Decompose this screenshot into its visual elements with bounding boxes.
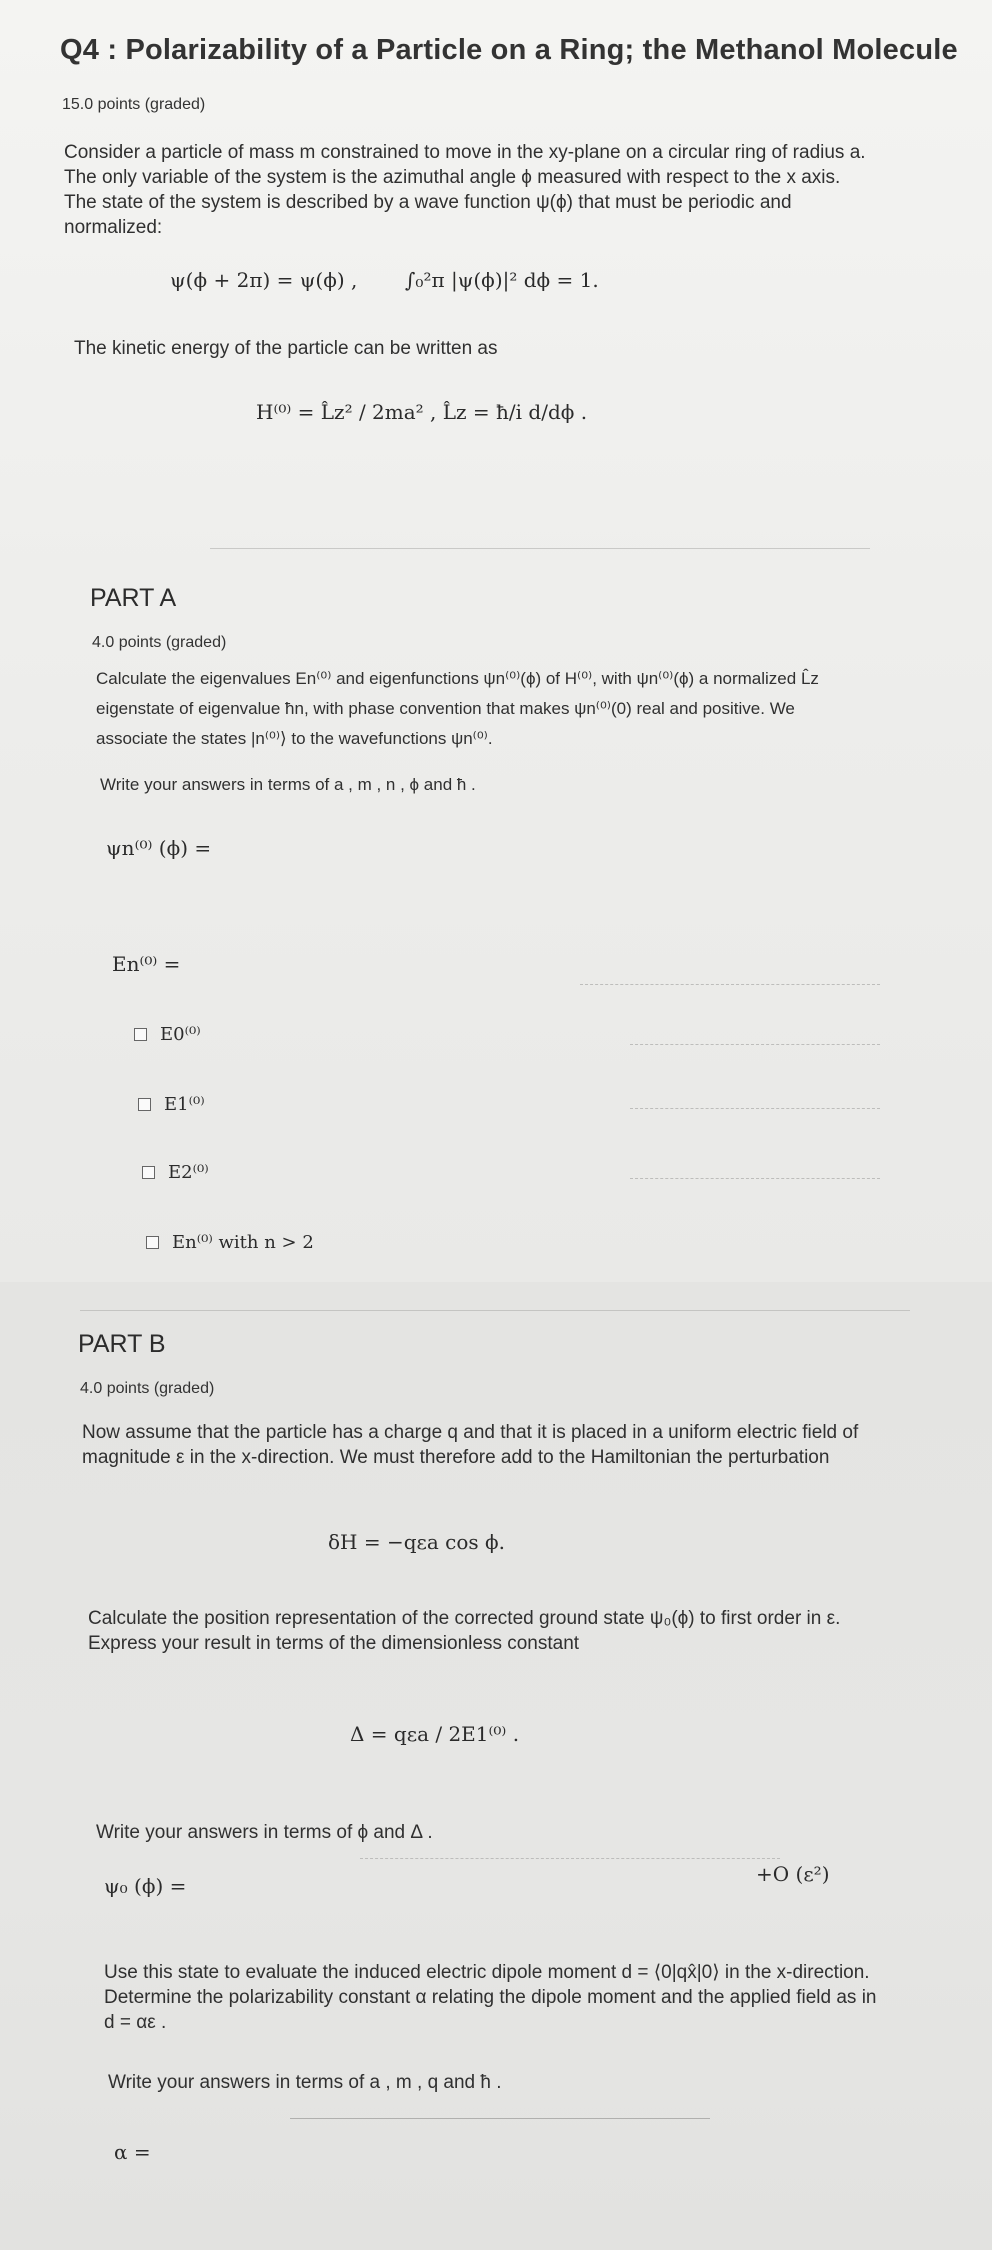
option-checkbox-e1[interactable] <box>138 1098 151 1111</box>
eq-hamiltonian: H⁽⁰⁾ = L̂z² / 2ma² , L̂z = ħ/i d/dϕ . <box>256 400 588 424</box>
eq-periodic: ψ(ϕ + 2π) = ψ(ϕ) , <box>170 268 358 292</box>
question-intro: Consider a particle of mass m constrained to move in the xy-plane on a circular ring of radius a. The only variable of the system is the azimuthal angle ϕ measured with respect to the x axis. The state of the system is described by a wave function ψ(ϕ) that must be periodic and normalized: <box>64 142 866 238</box>
answer-alpha-label: α = <box>114 2140 151 2164</box>
eq-perturbation: δH = −qεa cos ϕ. <box>328 1530 506 1554</box>
part-a-text: Calculate the eigenvalues En⁽⁰⁾ and eigenfunctions ψn⁽⁰⁾(ϕ) of H⁽⁰⁾, with ψn⁽⁰⁾(ϕ) a normalized L̂z eigenstate of eigenvalue ħn, with phase convention that makes ψn⁽⁰⁾(0) real and positive. We associate the states |n⁽⁰⁾⟩ to the wavefunctions ψn⁽⁰⁾. <box>96 669 819 748</box>
part-a-instruction: Write your answers in terms of a , m , n , ϕ and ħ . <box>100 775 476 794</box>
part-b-text2: Calculate the position representation of the corrected ground state ψ₀(ϕ) to first order in ε. Express your result in terms of the dimensionless constant <box>88 1608 841 1654</box>
eq-delta: Δ = qεa / 2E1⁽⁰⁾ . <box>350 1722 520 1746</box>
option-label-en: En⁽⁰⁾ with n > 2 <box>172 1232 314 1253</box>
answer-psi-input[interactable] <box>250 822 750 866</box>
divider-b <box>80 1310 910 1311</box>
option-label-e2: E2⁽⁰⁾ <box>168 1162 209 1183</box>
answer-energy-label: En⁽⁰⁾ = <box>112 952 181 976</box>
kinetic-text: The kinetic energy of the particle can be written as <box>74 338 498 359</box>
part-b-points: 4.0 points (graded) <box>80 1380 215 1397</box>
part-b-text3: Use this state to evaluate the induced electric dipole moment d = ⟨0|qx̂|0⟩ in the x-direction. Determine the polarizability constant α relating the dipole moment and the applied field as in d = αε . <box>104 1962 877 2033</box>
alpha-underline <box>290 2118 710 2119</box>
option-input-e2[interactable] <box>630 1178 880 1179</box>
option-checkbox-en[interactable] <box>146 1236 159 1249</box>
option-input-e1[interactable] <box>630 1108 880 1109</box>
option-checkbox-e0[interactable] <box>134 1028 147 1041</box>
option-label-e1: E1⁽⁰⁾ <box>164 1094 205 1115</box>
eq-normalization: ∫₀²π |ψ(ϕ)|² dϕ = 1. <box>405 268 599 292</box>
part-a-points: 4.0 points (graded) <box>92 634 227 651</box>
order-term: +O (ε²) <box>756 1862 830 1886</box>
part-b-instruction2: Write your answers in terms of a , m , q and ħ . <box>108 2072 502 2093</box>
question-points: 15.0 points (graded) <box>62 96 206 113</box>
part-b-text: Now assume that the particle has a charge q and that it is placed in a uniform electric field of magnitude ε in the x-direction. We must therefore add to the Hamiltonian the perturbation <box>82 1422 859 1468</box>
answer-alpha-input[interactable] <box>170 2130 690 2174</box>
divider <box>210 548 870 549</box>
part-b-heading: PART B <box>78 1330 166 1358</box>
part-a-heading: PART A <box>90 584 177 612</box>
answer-psi-label: ψn⁽⁰⁾ (ϕ) = <box>106 836 212 860</box>
option-input-e0[interactable] <box>630 1044 880 1045</box>
answer-psi0-input[interactable] <box>360 1858 780 1859</box>
option-checkbox-e2[interactable] <box>142 1166 155 1179</box>
question-title: Q4 : Polarizability of a Particle on a Ring; the Methanol Molecule <box>60 34 958 66</box>
option-label-e0: E0⁽⁰⁾ <box>160 1024 201 1045</box>
answer-psi0-label: ψ₀ (ϕ) = <box>104 1874 187 1898</box>
part-b-instruction: Write your answers in terms of ϕ and Δ . <box>96 1822 433 1843</box>
answer-energy-input[interactable] <box>580 984 880 985</box>
